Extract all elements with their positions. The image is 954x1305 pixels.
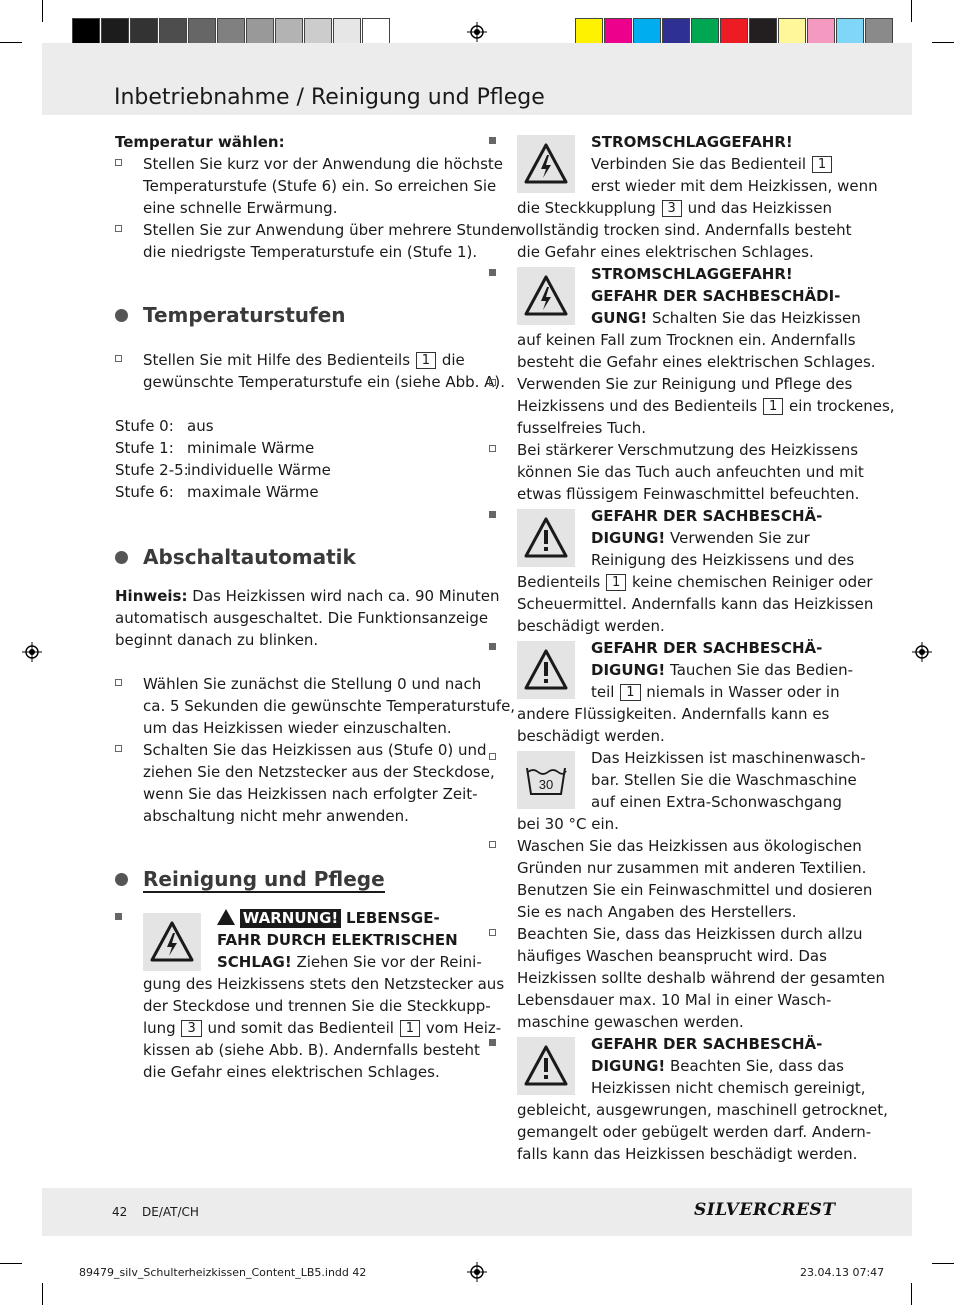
part-reference: 3 (181, 1020, 201, 1037)
list-item (115, 153, 504, 219)
part-reference: 1 (763, 398, 783, 415)
color-swatch (575, 18, 603, 46)
list-line: Temperaturstufe (Stufe 6) ein. So erreichen Sie (143, 177, 497, 195)
list-item (115, 219, 520, 263)
crop-mark (42, 1283, 43, 1305)
color-swatch (188, 18, 216, 46)
region-label: DE/AT/CH (142, 1205, 199, 1219)
list-line: die niedrigste Temperaturstufe ein (Stufe 1). (143, 243, 478, 261)
level-row: Stufe 0: aus (115, 417, 214, 435)
section-bullet-icon (115, 873, 128, 886)
level-row: Stufe 2-5: individuelle Wärme (115, 461, 331, 479)
color-swatch (275, 18, 303, 46)
color-swatch (304, 18, 332, 46)
section-heading-reinigung: Reinigung und Pflege (115, 867, 470, 891)
warning-block: STROMSCHLAGGEFAHR! GEFAHR DER SACHBESCHÄDI- GUNG! Schalten Sie das Heizkissen auf keinen Fall zum Trocknen ein. Andernfalls besteht die Gefahr eines elektrischen Schlages. (489, 263, 849, 373)
crop-mark (0, 42, 22, 43)
list-item: Verwenden Sie zur Reinigung und Pflege des Heizkissens und des Bedienteils 1 ein trockenes, fusselfreies Tuch. (489, 373, 849, 439)
registration-mark-icon (467, 22, 487, 42)
color-swatch (246, 18, 274, 46)
checkbox-bullet (115, 159, 122, 166)
crop-mark (911, 1283, 912, 1305)
hinweis-note: Hinweis: Das Heizkissen wird nach ca. 90 Minuten automatisch ausgeschaltet. Die Funktionsanzeige beginnt danach zu blinken. (115, 587, 500, 649)
level-row: Stufe 1: minimale Wärme (115, 439, 315, 457)
warning-block: GEFAHR DER SACHBESCHÄ- DIGUNG! Tauchen Sie das Bedien- teil 1 niemals in Wasser oder in andere Flüssigkeiten. Andernfalls kann es beschädigt werden. (489, 637, 849, 747)
registration-mark-icon (912, 642, 932, 662)
list-item: Waschen Sie das Heizkissen aus ökologischen Gründen nur zusammen mit anderen Textilien. Benutzen Sie ein Feinwaschmittel und dosieren Sie es nach Angaben des Herstellers. (489, 835, 849, 923)
checkbox-bullet (115, 745, 122, 752)
section-heading-abschaltautomatik: Abschaltautomatik (115, 545, 470, 569)
color-swatch (101, 18, 129, 46)
color-swatch (362, 18, 390, 46)
wash-30-icon (517, 751, 575, 809)
hinweis-label: Hinweis: (115, 587, 188, 605)
color-swatch (333, 18, 361, 46)
color-swatch (633, 18, 661, 46)
registration-mark-icon (467, 1262, 487, 1282)
list-item: Beachten Sie, dass das Heizkissen durch allzu häufiges Waschen beansprucht wird. Das Heizkissen sollte deshalb während der gesamten Lebensdauer max. 10 Mal in einer Wasch- maschine gewaschen werden. (489, 923, 849, 1033)
list-line: eine schnelle Erwärmung. (143, 199, 338, 217)
checkbox-bullet (115, 355, 122, 362)
list-item (115, 349, 506, 393)
color-swatch (72, 18, 100, 46)
temp-select-heading: Temperatur wählen: (115, 133, 285, 151)
filled-bullet (489, 269, 496, 276)
checkbox-bullet (489, 445, 496, 452)
checkbox-bullet (489, 753, 496, 760)
color-swatch (778, 18, 806, 46)
warning-block: GEFAHR DER SACHBESCHÄ- DIGUNG! Beachten Sie, dass das Heizkissen nicht chemisch gereinigt, gebleicht, ausgewrungen, maschinell getrocknet, gemangelt oder gebügelt werden darf. Andern- falls kann das Heizkissen beschädigt werden. (489, 1033, 849, 1165)
brand-logo: SILVERCREST (694, 1200, 836, 1220)
file-name: 89479_silv_Schulterheizkissen_Content_LB5.indd 42 (79, 1266, 367, 1279)
list-line: gewünschte Temperaturstufe ein (siehe Abb. A). (143, 373, 506, 391)
color-swatch (807, 18, 835, 46)
warning-triangle-icon (517, 1037, 575, 1095)
crop-mark (42, 0, 43, 22)
svg-text:30: 30 (538, 777, 554, 792)
warning-triangle-icon (517, 641, 575, 699)
filled-bullet (489, 1039, 496, 1046)
color-swatch (662, 18, 690, 46)
color-swatch (749, 18, 777, 46)
page-title: Inbetriebnahme / Reinigung und Pflege (114, 85, 545, 110)
checkbox-bullet (489, 379, 496, 386)
color-swatch (865, 18, 893, 46)
list-line: Stellen Sie mit Hilfe des Bedienteils 1 die (143, 351, 465, 369)
list-line: Stellen Sie kurz vor der Anwendung die höchste (143, 155, 504, 173)
electric-hazard-icon (143, 913, 201, 971)
color-swatch (836, 18, 864, 46)
filled-bullet (115, 913, 122, 920)
list-item: Bei stärkerer Verschmutzung des Heizkissens können Sie das Tuch auch anfeuchten und mit etwas flüssigem Feinwaschmittel befeuchten. (489, 439, 849, 505)
crop-mark (932, 42, 954, 43)
part-reference: 3 (662, 200, 682, 217)
crop-mark (932, 1263, 954, 1264)
list-item: 30 Das Heizkissen ist maschinenwasch- bar. Stellen Sie die Waschmaschine auf einen Extra-Schonwaschgang bei 30 °C ein. (489, 747, 849, 835)
crop-mark (911, 0, 912, 22)
color-swatch (720, 18, 748, 46)
checkbox-bullet (115, 679, 122, 686)
filled-bullet (489, 137, 496, 144)
page-number: 42 (112, 1205, 128, 1219)
crop-mark (0, 1263, 22, 1264)
warning-triangle-icon (517, 509, 575, 567)
registration-mark-icon (22, 642, 42, 662)
warning-triangle-icon (217, 909, 235, 925)
part-reference: 1 (416, 352, 436, 369)
section-bullet-icon (115, 551, 128, 564)
checkbox-bullet (115, 225, 122, 232)
part-reference: 1 (606, 574, 626, 591)
color-swatch (130, 18, 158, 46)
part-reference: 1 (400, 1020, 420, 1037)
checkbox-bullet (489, 929, 496, 936)
list-line: Stellen Sie zur Anwendung über mehrere Stunden (143, 221, 520, 239)
header-band (42, 43, 912, 115)
footer-band (42, 1188, 912, 1236)
level-table (115, 415, 470, 503)
print-date-time: 23.04.13 07:47 (800, 1266, 885, 1279)
warning-block: STROMSCHLAGGEFAHR! Verbinden Sie das Bedienteil 1 erst wieder mit dem Heizkissen, wenn die Steckkupplung 3 und das Heizkissen vollständig trocken sind. Andernfalls besteht die Gefahr eines elektrischen Schlages. (489, 131, 849, 263)
right-column (489, 131, 895, 1165)
color-swatch (604, 18, 632, 46)
warning-block: GEFAHR DER SACHBESCHÄ- DIGUNG! Verwenden Sie zur Reinigung des Heizkissens und des Bedienteils 1 keine chemischen Reiniger oder Scheuermittel. Andernfalls kann das Heizkissen beschädigt werden. (489, 505, 849, 637)
checkbox-bullet (489, 841, 496, 848)
filled-bullet (489, 511, 496, 518)
list-item: Wählen Sie zunächst die Stellung 0 und nach ca. 5 Sekunden die gewünschte Temperaturstufe, um das Heizkissen wieder einzuschalten. (115, 673, 470, 739)
warning-badge: WARNUNG! (240, 909, 341, 928)
list-item: Schalten Sie das Heizkissen aus (Stufe 0) und ziehen Sie den Netzstecker aus der Steckdose, wenn Sie das Heizkissen nach erfolgter Zeit- abschaltung nicht mehr anwenden. (115, 739, 470, 827)
section-bullet-icon (115, 309, 128, 322)
part-reference: 1 (620, 684, 640, 701)
electric-hazard-icon (517, 267, 575, 325)
warning-block: WARNUNG! LEBENSGE- FAHR DURCH ELEKTRISCHEN SCHLAG! Ziehen Sie vor der Reini- gung des Heizkissens stets den Netzstecker aus der Steckdose und trennen Sie die Steckkupp- lung 3 und somit das Bedienteil 1 vom Heiz- kissen ab (siehe Abb. B). Andernfalls besteht die Gefahr eines elektrischen Schlages. (115, 907, 470, 1083)
level-row: Stufe 6: maximale Wärme (115, 483, 319, 501)
color-swatch (159, 18, 187, 46)
section-heading-temperaturstufen: Temperaturstufen (115, 303, 470, 327)
part-reference: 1 (812, 156, 832, 173)
left-column (115, 131, 520, 1083)
electric-hazard-icon (517, 135, 575, 193)
filled-bullet (489, 643, 496, 650)
color-swatch (217, 18, 245, 46)
color-swatch (691, 18, 719, 46)
